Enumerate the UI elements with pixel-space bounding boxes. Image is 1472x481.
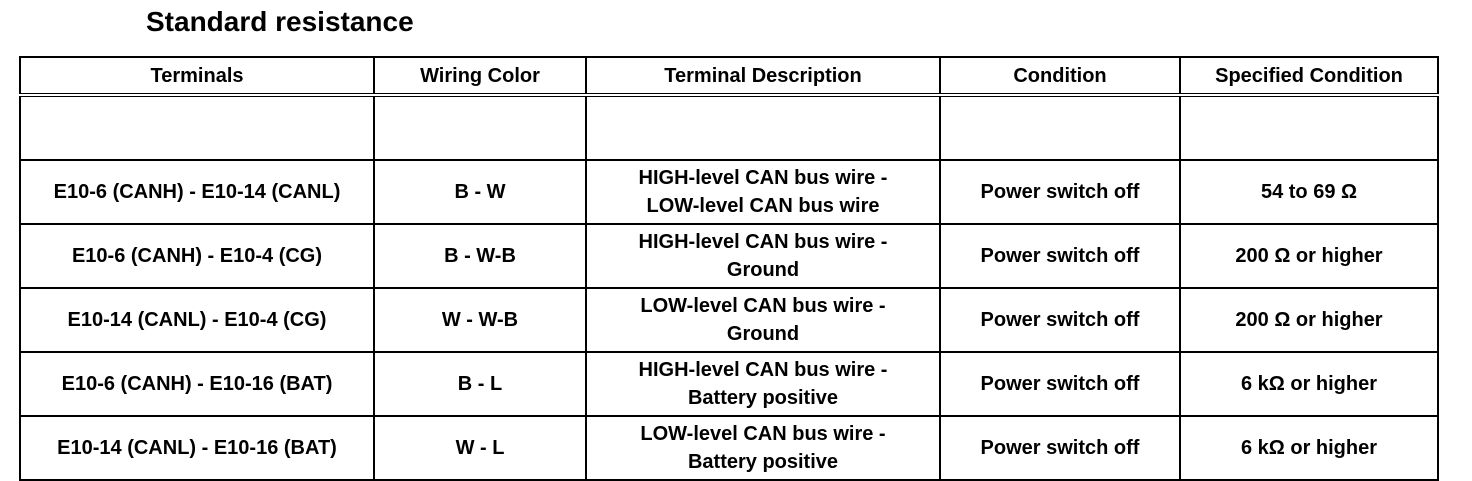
cell-specified-condition: 6 kΩ or higher <box>1180 352 1438 416</box>
description-line-2: Ground <box>726 259 800 281</box>
description-line-1: LOW-level CAN bus wire - <box>640 423 886 445</box>
cell-terminals: E10-6 (CANH) - E10-4 (CG) <box>20 224 374 288</box>
cell-terminals: E10-14 (CANL) - E10-16 (BAT) <box>20 416 374 480</box>
description-line-1: HIGH-level CAN bus wire - <box>638 231 888 253</box>
cell-terminal-description <box>586 224 940 288</box>
table-row <box>20 224 1438 288</box>
cell-specified-condition: 6 kΩ or higher <box>1180 416 1438 480</box>
description-line-2: Battery positive <box>687 451 839 473</box>
cell-terminal-description <box>586 160 940 224</box>
header-specified-condition: Specified Condition <box>1180 57 1438 95</box>
cell-terminal-description <box>586 352 940 416</box>
cell-specified-condition: 200 Ω or higher <box>1180 224 1438 288</box>
cell-terminals: E10-14 (CANL) - E10-4 (CG) <box>20 288 374 352</box>
header-terminals: Terminals <box>20 57 374 95</box>
standard-resistance-table <box>19 56 1439 481</box>
table-body <box>20 95 1438 480</box>
cell-condition: Power switch off <box>940 160 1180 224</box>
cell-condition: Power switch off <box>940 288 1180 352</box>
table-row <box>20 288 1438 352</box>
cell-condition: Power switch off <box>940 352 1180 416</box>
cell-condition: Power switch off <box>940 416 1180 480</box>
header-condition: Condition <box>940 57 1180 95</box>
cell-terminal-description <box>586 416 940 480</box>
cell-wiring-color: B - L <box>374 352 586 416</box>
table-row <box>20 416 1438 480</box>
header-terminal-description: Terminal Description <box>586 57 940 95</box>
header-wiring-color: Wiring Color <box>374 57 586 95</box>
table-row <box>20 160 1438 224</box>
cell-terminals: E10-6 (CANH) - E10-14 (CANL) <box>20 160 374 224</box>
description-line-1: HIGH-level CAN bus wire - <box>638 167 888 189</box>
cell-wiring-color: W - W-B <box>374 288 586 352</box>
page-title: Standard resistance <box>146 6 414 37</box>
description-line-1: HIGH-level CAN bus wire - <box>638 359 888 381</box>
description-line-1: LOW-level CAN bus wire - <box>640 295 886 317</box>
table-header <box>20 57 1438 95</box>
header-separator <box>20 95 1438 160</box>
cell-wiring-color: W - L <box>374 416 586 480</box>
description-line-2: Battery positive <box>687 387 839 409</box>
cell-wiring-color: B - W <box>374 160 586 224</box>
cell-wiring-color: B - W-B <box>374 224 586 288</box>
description-line-2: Ground <box>726 323 800 345</box>
cell-specified-condition: 54 to 69 Ω <box>1180 160 1438 224</box>
cell-terminals: E10-6 (CANH) - E10-16 (BAT) <box>20 352 374 416</box>
cell-terminal-description <box>586 288 940 352</box>
cell-specified-condition: 200 Ω or higher <box>1180 288 1438 352</box>
cell-condition: Power switch off <box>940 224 1180 288</box>
description-line-2: LOW-level CAN bus wire <box>646 195 880 217</box>
table-row <box>20 352 1438 416</box>
header-row <box>20 57 1438 95</box>
